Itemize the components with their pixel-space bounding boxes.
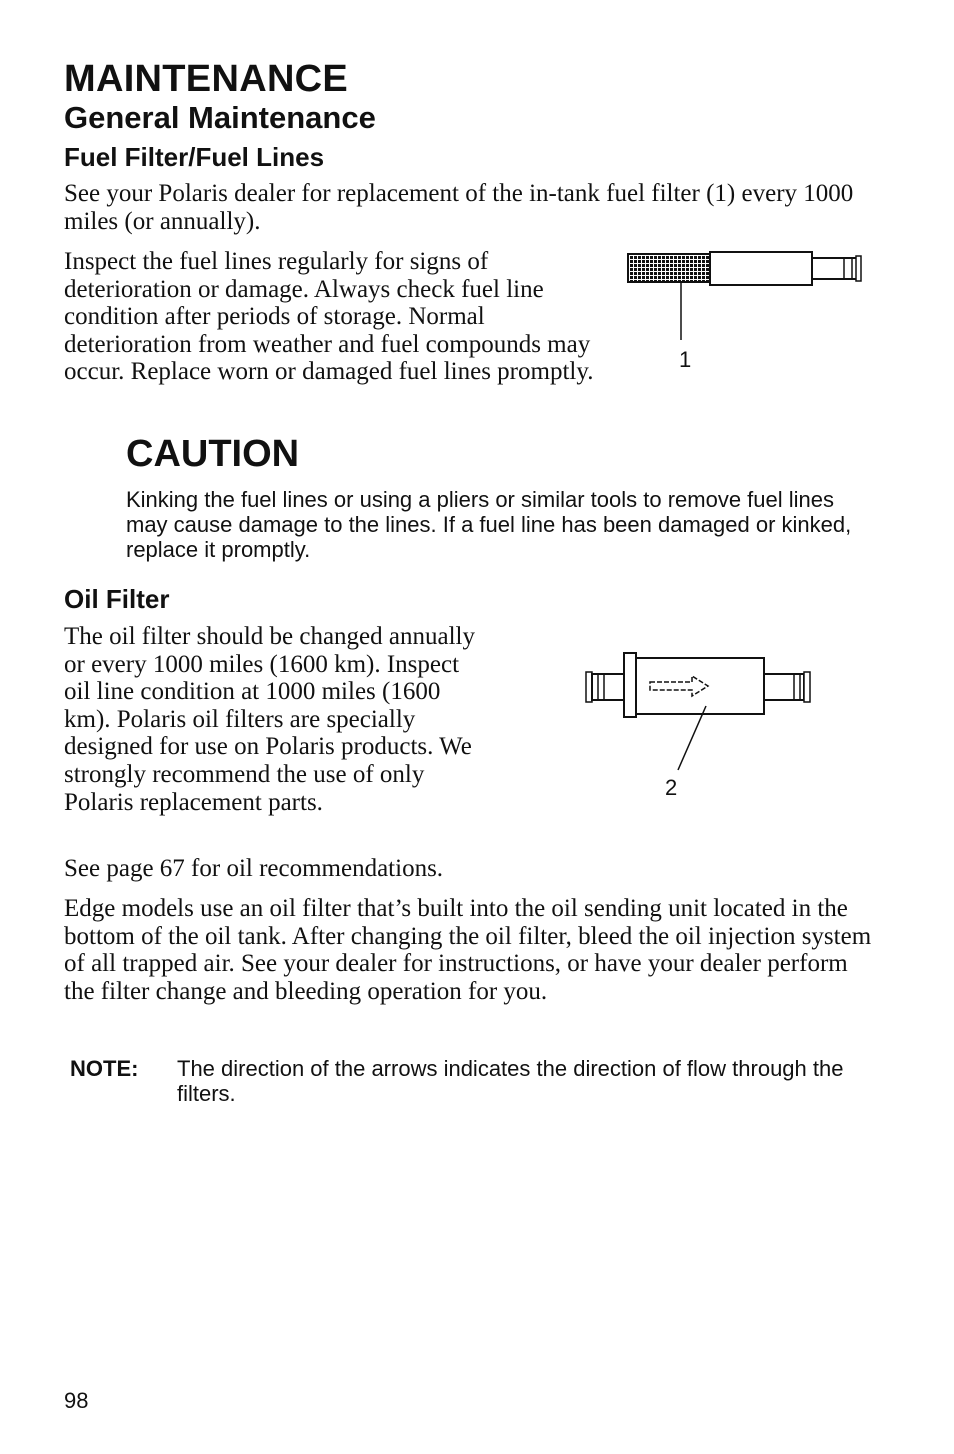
- fuel-filter-paragraph: See your Polaris dealer for replacement of the in-tank fuel filter (1) every 1000 miles (or annually).: [64, 180, 854, 235]
- oil-filter-paragraph: The oil filter should be changed annually or every 1000 miles (1600 km). Inspect oil line condition at 1000 miles (1600 km). Polaris oil filters are specially designed for use on Polaris products. We strongly recommend the use of only Polaris replacement parts.: [64, 623, 475, 816]
- oil-recommendations-paragraph: See page 67 for oil recommendations.: [64, 855, 444, 882]
- oil-filter-heading: Oil Filter: [64, 584, 170, 614]
- note-label: NOTE:: [70, 1056, 139, 1081]
- edge-models-paragraph: Edge models use an oil filter that’s built into the oil sending unit located in the bottom of the oil tank. After changing the oil filter, bleed the oil injection system of all trapped air. See your dealer for instructions, or have your dealer perform the filter change and bleeding operation for you.: [64, 895, 872, 1005]
- page-title: MAINTENANCE: [64, 58, 349, 100]
- caution-title: CAUTION: [126, 433, 300, 475]
- section-title: General Maintenance: [64, 100, 376, 135]
- fuel-lines-paragraph: Inspect the fuel lines regularly for signs of deterioration or damage. Always check fuel line condition after periods of storage. Normal deterioration from weather and fuel compounds may occur. Replace worn or damaged fuel lines promptly.: [64, 248, 594, 386]
- fuel-filter-callout: 1: [679, 347, 692, 372]
- fuel-filter-illustration: [626, 248, 866, 378]
- caution-text: Kinking the fuel lines or using a pliers or similar tools to remove fuel lines may cause damage to the lines. If a fuel line has been damaged or kinked, replace it promptly.: [126, 487, 852, 562]
- page-number: 98: [64, 1388, 89, 1413]
- fuel-filter-heading: Fuel Filter/Fuel Lines: [64, 142, 325, 172]
- note-text: The direction of the arrows indicates the direction of flow through the filters.: [177, 1056, 844, 1106]
- oil-filter-callout: 2: [665, 775, 678, 800]
- oil-filter-illustration: [582, 650, 826, 780]
